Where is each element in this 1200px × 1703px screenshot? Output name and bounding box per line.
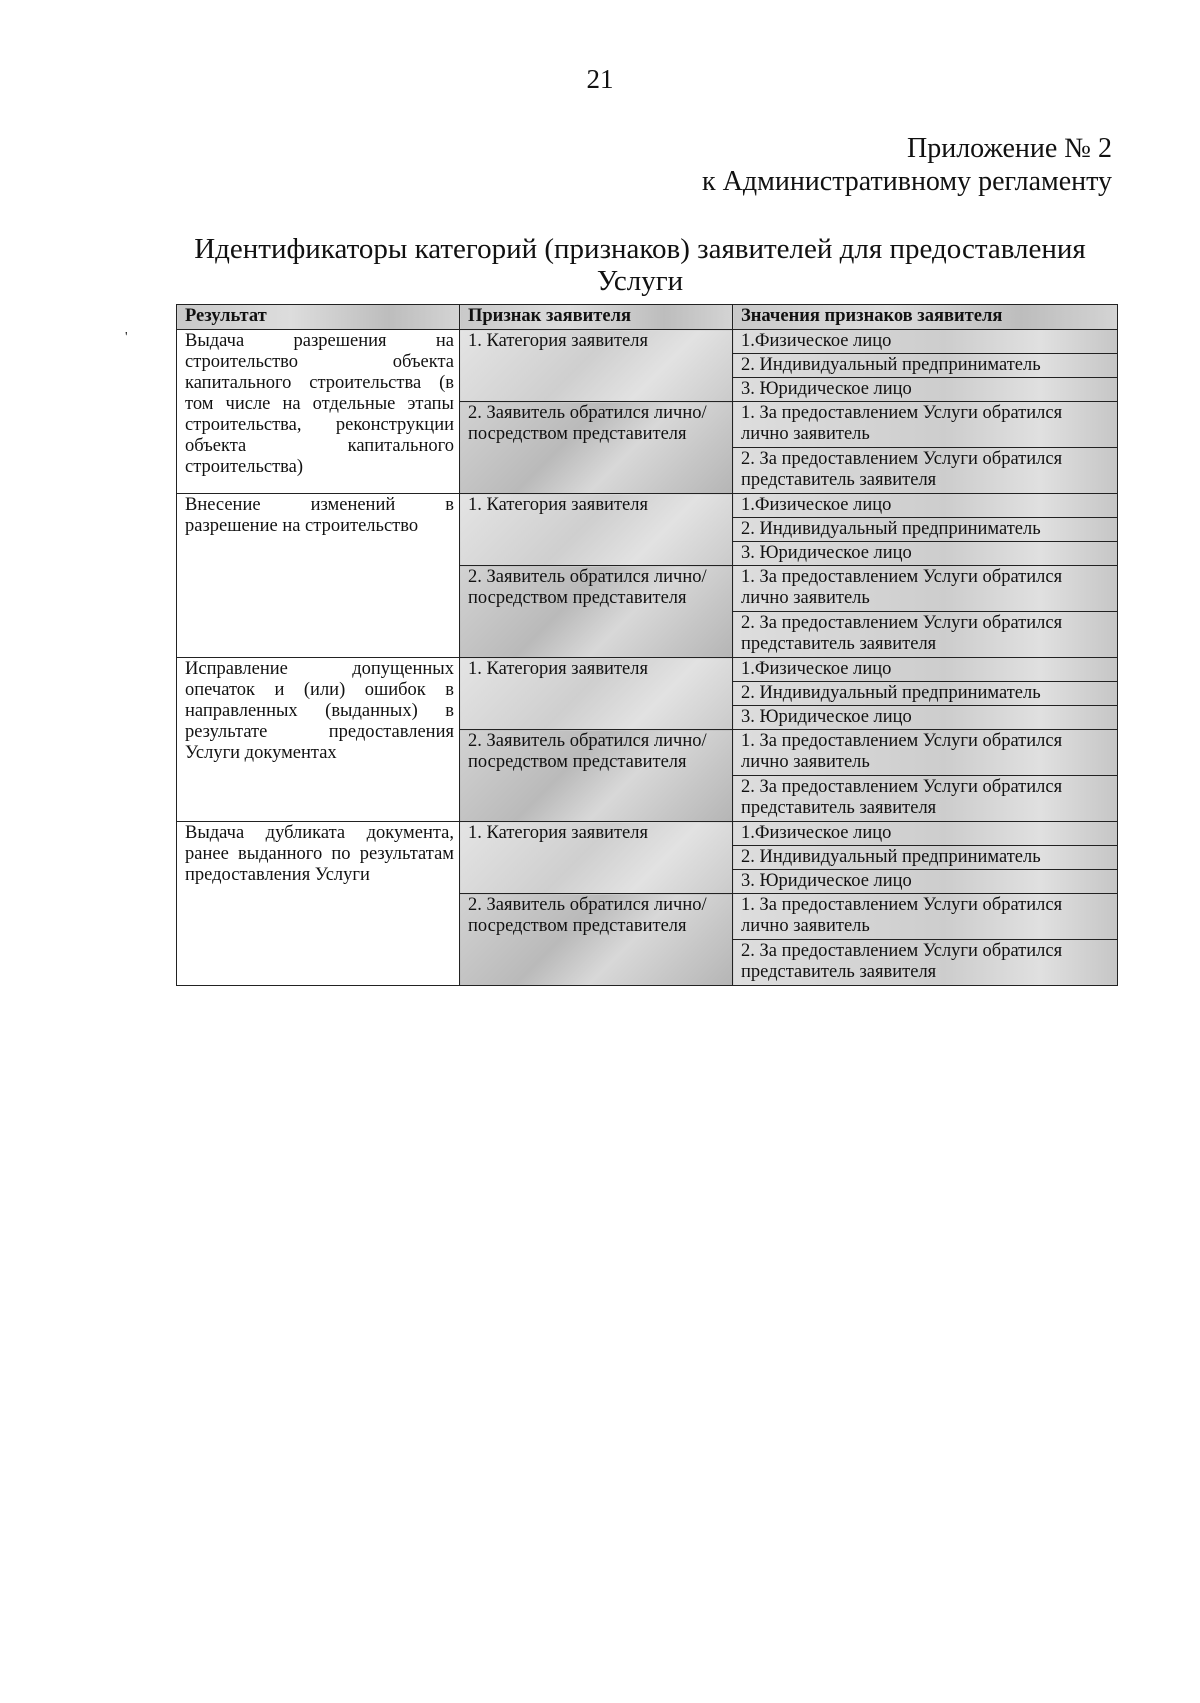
result-cell: Выдача дубликата документа, ранее выданного по результатам предоставления Услуги (177, 822, 460, 986)
table-header-row (177, 305, 1118, 330)
value-cell: 1.Физическое лицо (733, 494, 1118, 518)
value-cell: 1. За предоставлением Услуги обратился лично заявитель (733, 402, 1118, 448)
value-cell: 1. За предоставлением Услуги обратился лично заявитель (733, 894, 1118, 940)
value-cell: 1. За предоставлением Услуги обратился лично заявитель (733, 566, 1118, 612)
title-line-1: Идентификаторы категорий (признаков) заявителей для предоставления (194, 233, 1086, 265)
feature-cell: 2. Заявитель обратился лично/посредством представителя (460, 402, 733, 494)
appendix-line-1: Приложение № 2 (907, 133, 1112, 164)
feature-cell: 2. Заявитель обратился лично/посредством представителя (460, 894, 733, 986)
feature-cell: 1. Категория заявителя (460, 822, 733, 894)
result-cell: Внесение изменений в разрешение на строительство (177, 494, 460, 658)
value-cell: 2. За предоставлением Услуги обратился представитель заявителя (733, 612, 1118, 658)
value-cell: 2. Индивидуальный предприниматель (733, 846, 1118, 870)
value-cell: 1.Физическое лицо (733, 822, 1118, 846)
value-cell: 3. Юридическое лицо (733, 706, 1118, 730)
appendix-line-2: к Административному регламенту (702, 166, 1112, 197)
value-cell: 2. За предоставлением Услуги обратился представитель заявителя (733, 940, 1118, 986)
appendix-reference (412, 132, 1112, 198)
title-line-2: Услуги (596, 265, 684, 297)
value-cell: 3. Юридическое лицо (733, 542, 1118, 566)
document-title (160, 233, 1120, 297)
table-row (177, 822, 1118, 846)
result-cell: Исправление допущенных опечаток и (или) ошибок в направленных (выданных) в результате предоставления Услуги документах (177, 658, 460, 822)
feature-cell: 2. Заявитель обратился лично/посредством представителя (460, 730, 733, 822)
feature-cell: 1. Категория заявителя (460, 658, 733, 730)
header-feature: Признак заявителя (460, 305, 733, 330)
value-cell: 3. Юридическое лицо (733, 870, 1118, 894)
value-cell: 2. За предоставлением Услуги обратился представитель заявителя (733, 776, 1118, 822)
header-values: Значения признаков заявителя (733, 305, 1118, 330)
feature-cell: 2. Заявитель обратился лично/посредством представителя (460, 566, 733, 658)
value-cell: 2. Индивидуальный предприниматель (733, 518, 1118, 542)
value-cell: 1. За предоставлением Услуги обратился лично заявитель (733, 730, 1118, 776)
value-cell: 2. Индивидуальный предприниматель (733, 682, 1118, 706)
page-number: 21 (586, 64, 614, 94)
table-row (177, 494, 1118, 518)
result-cell: Выдача разрешения на строительство объекта капитального строительства (в том числе на отдельные этапы строительства, реконструкции объекта капитального строительства) (177, 330, 460, 494)
header-result: Результат (177, 305, 460, 330)
value-cell: 1.Физическое лицо (733, 658, 1118, 682)
value-cell: 2. За предоставлением Услуги обратился представитель заявителя (733, 448, 1118, 494)
table-row (177, 658, 1118, 682)
stray-mark: ' (125, 330, 128, 345)
feature-cell: 1. Категория заявителя (460, 330, 733, 402)
feature-cell: 1. Категория заявителя (460, 494, 733, 566)
value-cell: 1.Физическое лицо (733, 330, 1118, 354)
value-cell: 2. Индивидуальный предприниматель (733, 354, 1118, 378)
table-row (177, 330, 1118, 354)
value-cell: 3. Юридическое лицо (733, 378, 1118, 402)
applicant-identifiers-table (176, 304, 1118, 986)
